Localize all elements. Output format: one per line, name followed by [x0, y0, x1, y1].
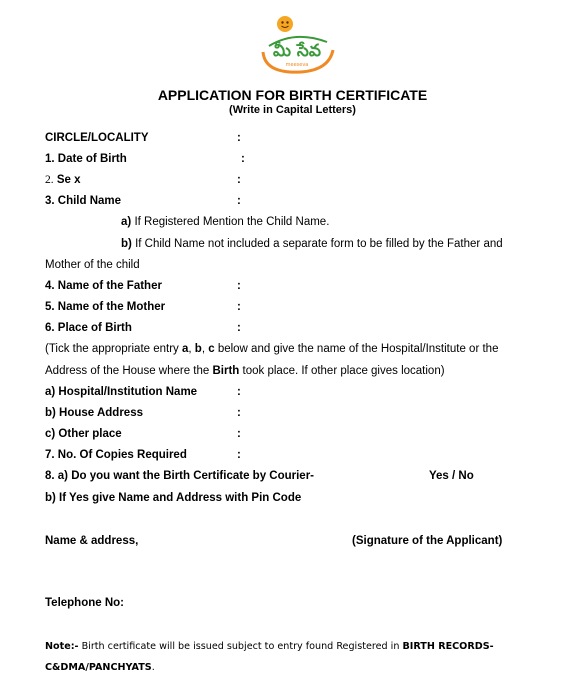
- telephone-label: Telephone No:: [45, 597, 125, 609]
- tick-instruction-line1: (Tick the appropriate entry a, b, c below and give the name of the Hospital/Institute or the: [45, 343, 499, 355]
- sex-label: [45, 174, 81, 186]
- logo-tagline: meeseva: [285, 62, 309, 68]
- place-of-birth-label: 6. Place of Birth: [45, 322, 132, 334]
- father-name-label: 4. Name of the Father: [45, 280, 162, 292]
- mother-name-colon: :: [237, 301, 241, 313]
- other-place-colon: :: [237, 428, 241, 440]
- house-address-colon: :: [237, 407, 241, 419]
- courier-yes-no: Yes / No: [429, 470, 474, 482]
- logo-face-icon: [277, 16, 293, 32]
- child-name-option-b: [121, 238, 503, 250]
- sex-number: 2.: [45, 174, 54, 186]
- option-b-tag: b): [121, 238, 132, 250]
- courier-address-label: b) If Yes give Name and Address with Pin Code: [45, 492, 302, 504]
- hospital-institution-label: a) Hospital/Institution Name: [45, 386, 198, 398]
- meeseva-logo: [255, 12, 339, 78]
- child-name-option-b-continued: Mother of the child: [45, 259, 140, 271]
- child-name-colon: :: [237, 195, 241, 207]
- sex-text: Se x: [56, 174, 81, 186]
- circle-locality-label: CIRCLE/LOCALITY: [45, 132, 149, 144]
- date-of-birth-colon: :: [241, 153, 245, 165]
- sex-colon: :: [237, 174, 241, 186]
- copies-required-colon: :: [237, 449, 241, 461]
- circle-locality-colon: :: [237, 132, 241, 144]
- father-name-colon: :: [237, 280, 241, 292]
- applicant-signature-label: (Signature of the Applicant): [352, 535, 503, 547]
- name-address-label: Name & address,: [45, 535, 139, 547]
- logo-text: మీ సేవ: [273, 41, 321, 61]
- child-name-option-a: [121, 216, 329, 228]
- option-a-tag: a): [121, 216, 132, 228]
- option-a-text: If Registered Mention the Child Name.: [134, 216, 330, 228]
- house-address-label: b) House Address: [45, 407, 143, 419]
- tick-instruction-line2: Address of the House where the Birth took place. If other place gives location): [45, 365, 445, 377]
- copies-required-label: 7. No. Of Copies Required: [45, 449, 187, 461]
- note-label: Note:-: [45, 641, 79, 652]
- child-name-label: 3. Child Name: [45, 195, 122, 207]
- place-of-birth-colon: :: [237, 322, 241, 334]
- other-place-label: c) Other place: [45, 428, 122, 440]
- page-title: APPLICATION FOR BIRTH CERTIFICATE: [157, 87, 428, 103]
- hospital-institution-colon: :: [237, 386, 241, 398]
- note-line1: Note:- Birth certificate will be issued subject to entry found Registered in BIRTH RECORDS-: [45, 641, 494, 652]
- page-subtitle: (Write in Capital Letters): [229, 104, 356, 116]
- date-of-birth-label: 1. Date of Birth: [45, 153, 127, 165]
- logo-graphic: [255, 12, 339, 78]
- courier-question: 8. a) Do you want the Birth Certificate by Courier-: [45, 470, 315, 482]
- option-b-text: If Child Name not included a separate form to be filled by the Father and: [135, 238, 503, 250]
- mother-name-label: 5. Name of the Mother: [45, 301, 166, 313]
- note-line2: C&DMA/PANCHYATS.: [45, 662, 155, 673]
